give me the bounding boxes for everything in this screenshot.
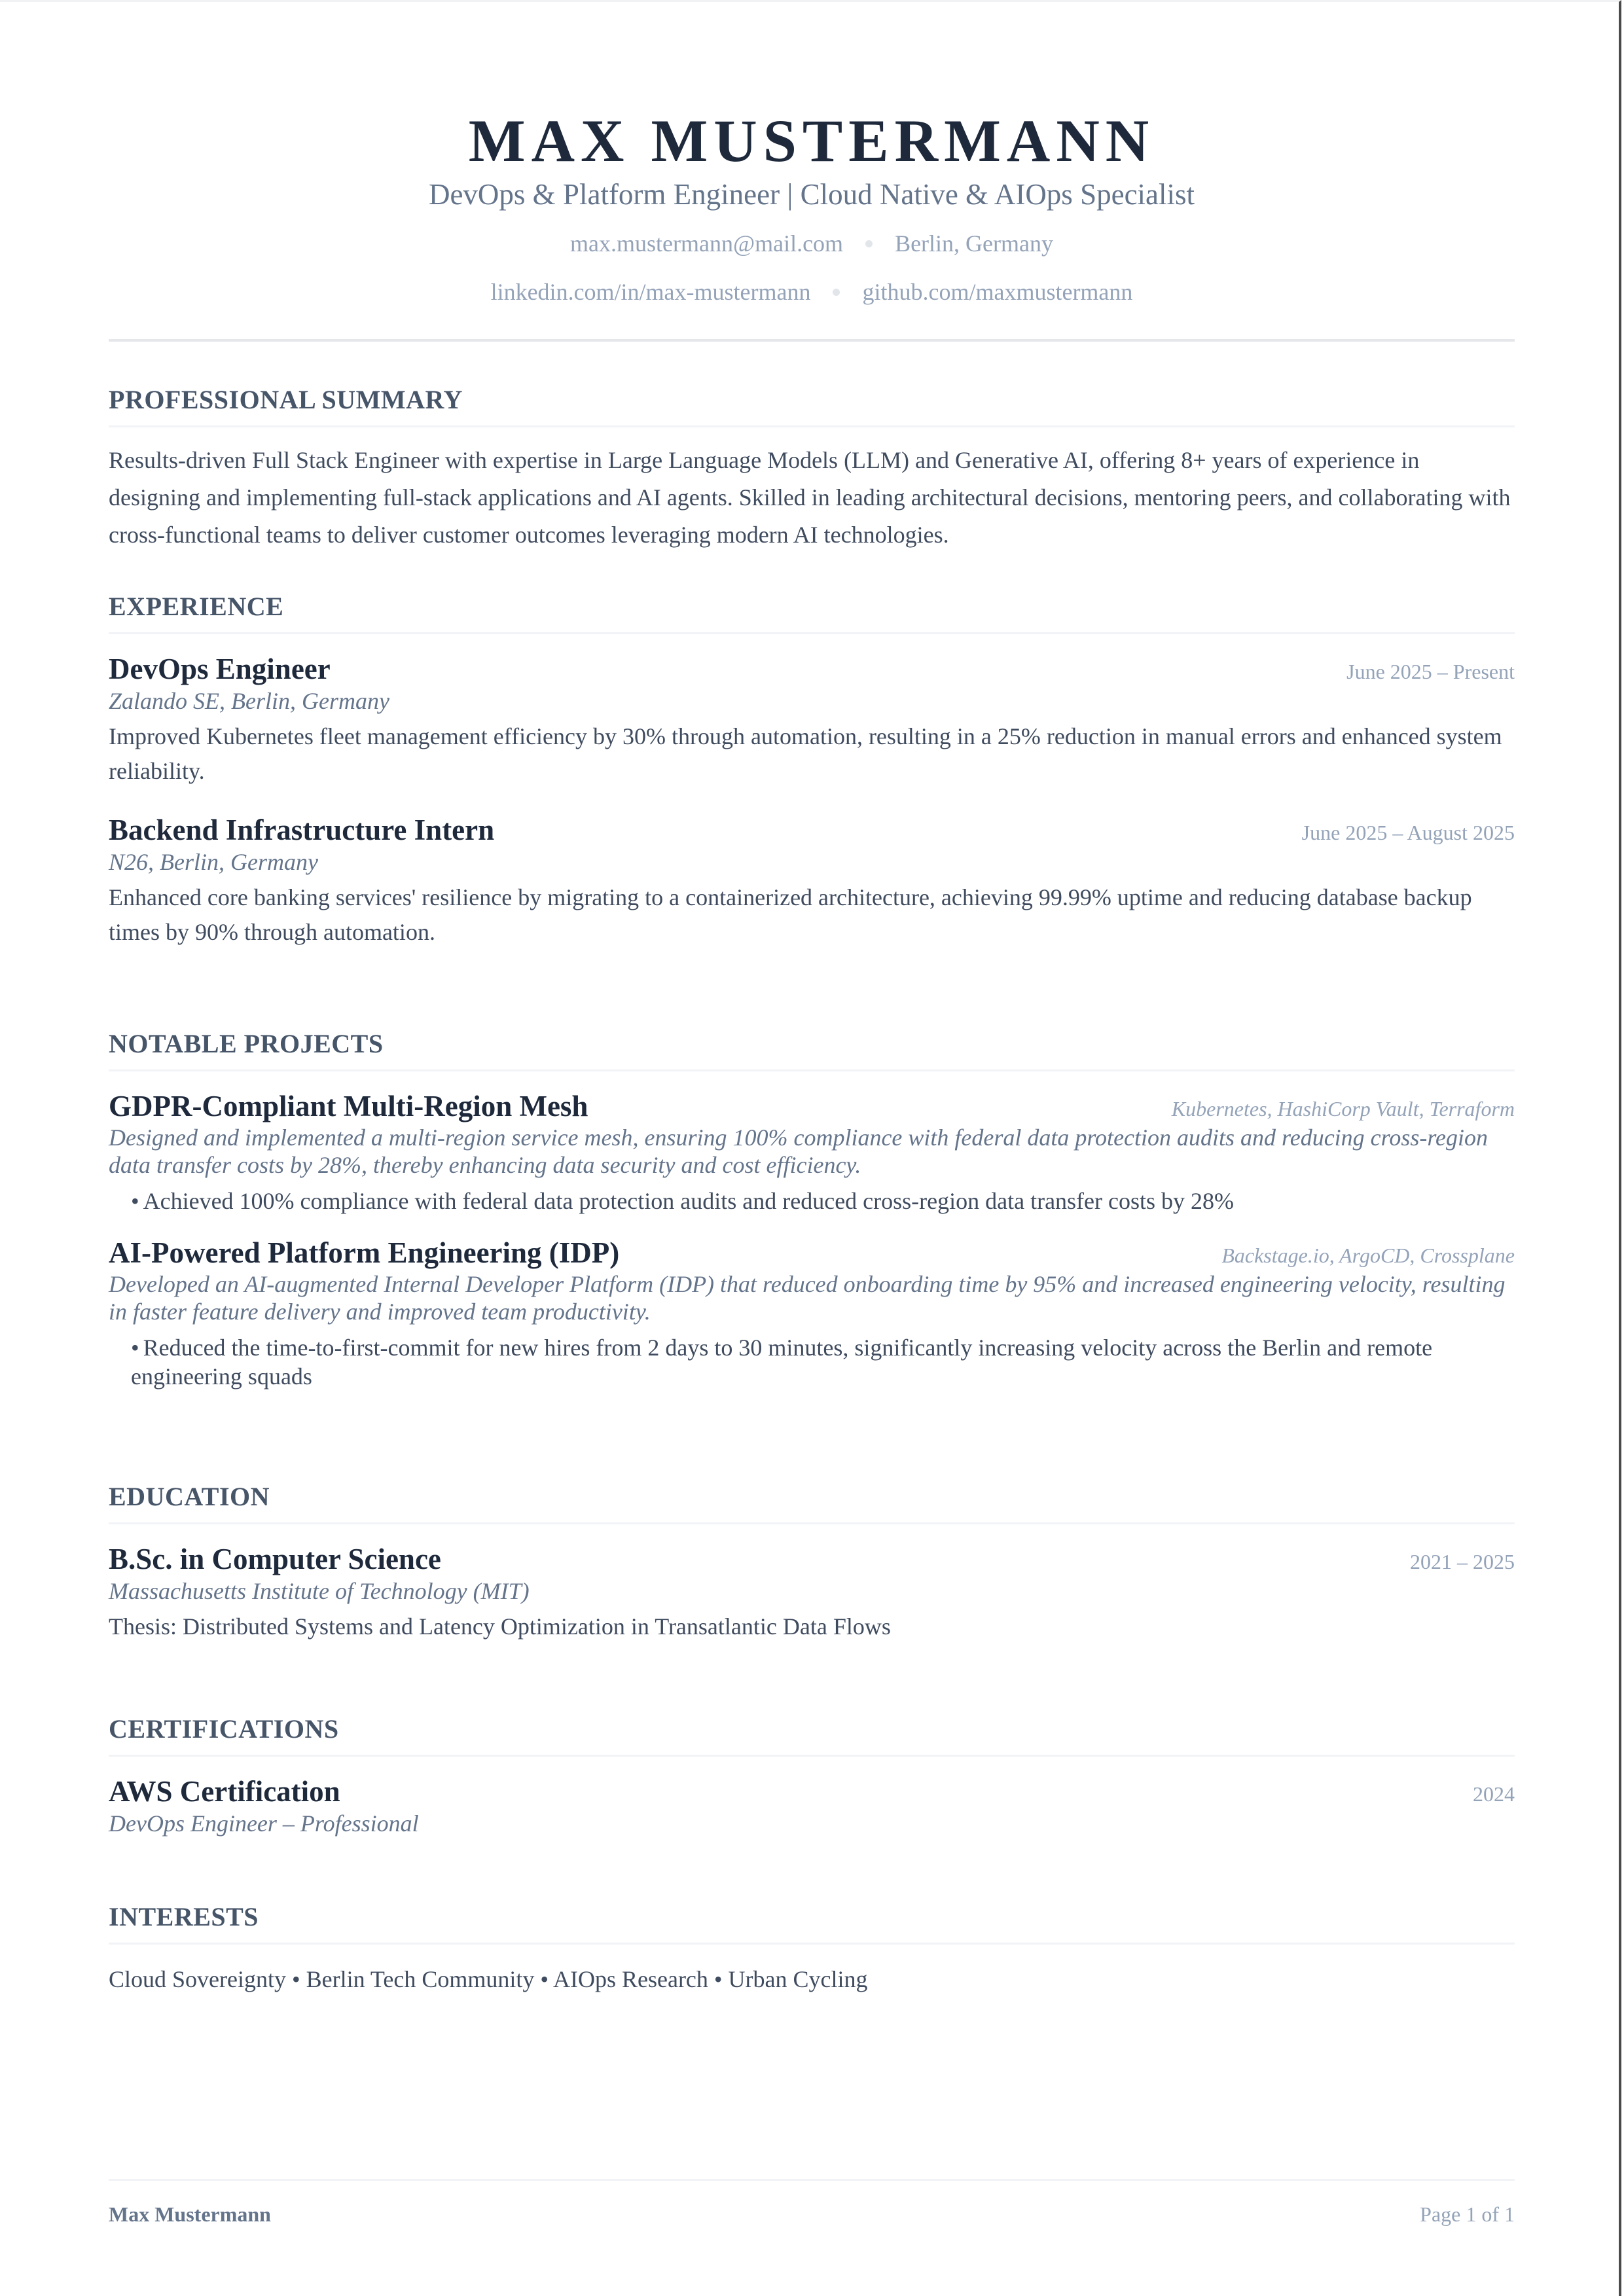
project-bullet: • Reduced the time-to-first-commit for new hires from 2 days to 30 minutes, significantly increasing velocity across the Berlin and remote engineering squads [131, 1335, 1433, 1390]
certification-detail: DevOps Engineer – Professional [109, 1810, 419, 1837]
contact-github-link[interactable]: github.com/maxmustermann [862, 279, 1133, 305]
section-title-summary: PROFESSIONAL SUMMARY [109, 384, 1515, 427]
job-title: DevOps Engineer [109, 653, 331, 685]
candidate-headline: DevOps & Platform Engineer | Cloud Native & AIOps Specialist [428, 178, 1195, 211]
project-bullet: • Achieved 100% compliance with federal data protection audits and reduced cross-region data transfer costs by 28% [131, 1188, 1234, 1214]
separator-dot-icon [833, 289, 840, 296]
bullet-icon: • [131, 1188, 139, 1214]
resume-header [109, 107, 1515, 307]
job-description: Enhanced core banking services' resilience by migrating to a containerized architecture, achieving 99.99% uptime and reducing database backup times by 90% through automation. [109, 884, 1472, 945]
header-divider [109, 339, 1515, 342]
section-title-projects: NOTABLE PROJECTS [109, 1028, 1515, 1071]
section-education [109, 1480, 1515, 1644]
section-projects [109, 1028, 1515, 1391]
section-certifications [109, 1713, 1515, 1838]
job-company: N26, Berlin, Germany [109, 849, 318, 875]
project-tech-stack: Kubernetes, HashiCorp Vault, Terraform [1171, 1097, 1515, 1121]
page-number: Page 1 of 1 [1420, 2202, 1515, 2226]
bullet-icon: • [131, 1335, 139, 1361]
project-name: GDPR-Compliant Multi-Region Mesh [109, 1090, 588, 1122]
experience-entry [109, 651, 1515, 789]
page-footer [109, 2202, 1515, 2227]
contact-email[interactable]: max.mustermann@mail.com [570, 230, 844, 257]
contact-row-primary [109, 228, 1515, 259]
job-dates: June 2025 – August 2025 [1301, 821, 1515, 844]
candidate-name: MAX MUSTERMANN [468, 107, 1155, 174]
section-summary [109, 384, 1515, 554]
section-title-certifications: CERTIFICATIONS [109, 1713, 1515, 1757]
education-entry [109, 1541, 1515, 1644]
footer-divider [109, 2179, 1515, 2181]
section-interests [109, 1901, 1515, 1994]
school-name: Massachusetts Institute of Technology (MIT) [109, 1578, 530, 1604]
project-bullets [109, 1333, 1515, 1391]
job-company: Zalando SE, Berlin, Germany [109, 688, 389, 714]
section-experience [109, 590, 1515, 950]
education-dates: 2021 – 2025 [1410, 1550, 1515, 1573]
job-title: Backend Infrastructure Intern [109, 814, 495, 846]
project-entry [109, 1235, 1515, 1391]
certification-name: AWS Certification [109, 1775, 340, 1808]
experience-entry [109, 812, 1515, 950]
section-title-education: EDUCATION [109, 1480, 1515, 1524]
contact-row-links [109, 277, 1515, 307]
job-dates: June 2025 – Present [1346, 660, 1515, 683]
contact-linkedin-link[interactable]: linkedin.com/in/max-mustermann [490, 279, 811, 305]
certification-year: 2024 [1473, 1782, 1515, 1806]
summary-text: Results-driven Full Stack Engineer with expertise in Large Language Models (LLM) and Generative AI, offering 8+ years of experience in designing and implementing full-stack applications and AI agents. Skilled in leading architectural decisions, mentoring peers, and collaborating with cross-functional teams to deliver customer outcomes leveraging modern AI technologies. [109, 447, 1511, 548]
degree-title: B.Sc. in Computer Science [109, 1543, 441, 1575]
thesis-text: Thesis: Distributed Systems and Latency Optimization in Transatlantic Data Flows [109, 1613, 891, 1640]
footer-name: Max Mustermann [109, 2202, 271, 2226]
project-name: AI-Powered Platform Engineering (IDP) [109, 1236, 620, 1269]
certification-entry [109, 1774, 1515, 1838]
project-description: Developed an AI-augmented Internal Developer Platform (IDP) that reduced onboarding time by 95% and increased engineering velocity, resulting in faster feature delivery and improved team productivity. [109, 1271, 1506, 1325]
contact-location: Berlin, Germany [895, 230, 1053, 257]
separator-dot-icon [865, 240, 873, 247]
project-entry [109, 1088, 1515, 1215]
interests-list: Cloud Sovereignty • Berlin Tech Community • AIOps Research • Urban Cycling [109, 1966, 868, 1992]
section-title-interests: INTERESTS [109, 1901, 1515, 1945]
project-description: Designed and implemented a multi-region service mesh, ensuring 100% compliance with federal data protection audits and reducing cross-region data transfer costs by 28%, thereby enhancing data security and cost efficiency. [109, 1124, 1488, 1178]
section-title-experience: EXPERIENCE [109, 590, 1515, 634]
job-description: Improved Kubernetes fleet management efficiency by 30% through automation, resulting in a 25% reduction in manual errors and enhanced system reliability. [109, 723, 1502, 784]
project-bullets [109, 1187, 1515, 1215]
project-tech-stack: Backstage.io, ArgoCD, Crossplane [1221, 1244, 1515, 1267]
